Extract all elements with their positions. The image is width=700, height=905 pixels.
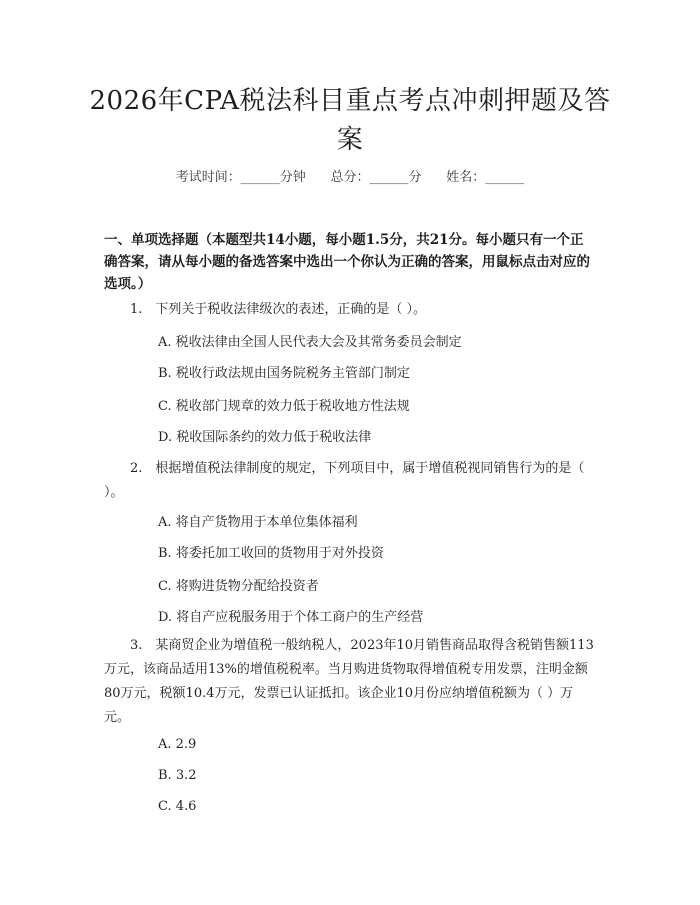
question-1-option-d[interactable]: D. 税收国际条约的效力低于税收法律 [158,430,372,445]
section-heading: 一、单项选择题（本题型共14小题，每小题1.5分，共21分。每小题只有一个正确答案，请从每小题的备选答案中选出一个你认为正确的答案，用鼠标点击对应的选项。） [104,232,590,292]
question-3-stem: 3. 某商贸企业为增值税一般纳税人，2023年10月销售商品取得含税销售额113万元，该商品适用13%的增值税税率。当月购进货物取得增值税专用发票，注明金额80万元，税额10.4万元，发票已认证抵扣。该企业10月份应纳增值税额为（ ）万元。 [104,638,594,725]
question-2-stem: 2. 根据增值税法律制度的规定，下列项目中，属于增值税视同销售行为的是（ ）。 [104,461,585,500]
question-2-option-a[interactable]: A. 将自产货物用于本单位集体福利 [158,515,358,530]
question-2-option-c[interactable]: C. 将购进货物分配给投资者 [158,579,319,594]
question-1-option-b[interactable]: B. 税收行政法规由国务院税务主管部门制定 [158,366,410,381]
exam-info-line: 考试时间：______分钟 总分：______分 姓名：______ [175,170,525,185]
question-1-option-c[interactable]: C. 税收部门规章的效力低于税收地方性法规 [158,399,410,414]
question-2-option-b[interactable]: B. 将委托加工收回的货物用于对外投资 [158,546,384,561]
question-3-option-b[interactable]: B. 3.2 [158,768,197,783]
question-1-stem: 1. 下列关于税收法律级次的表述，正确的是（ ）。 [130,302,427,317]
question-3-option-a[interactable]: A. 2.9 [158,737,197,752]
question-3-option-c[interactable]: C. 4.6 [158,799,197,814]
page-title: 2026年CPA税法科目重点考点冲刺押题及答案 [89,86,611,155]
question-1-option-a[interactable]: A. 税收法律由全国人民代表大会及其常务委员会制定 [158,335,462,350]
question-2-option-d[interactable]: D. 将自产应税服务用于个体工商户的生产经营 [158,610,424,625]
